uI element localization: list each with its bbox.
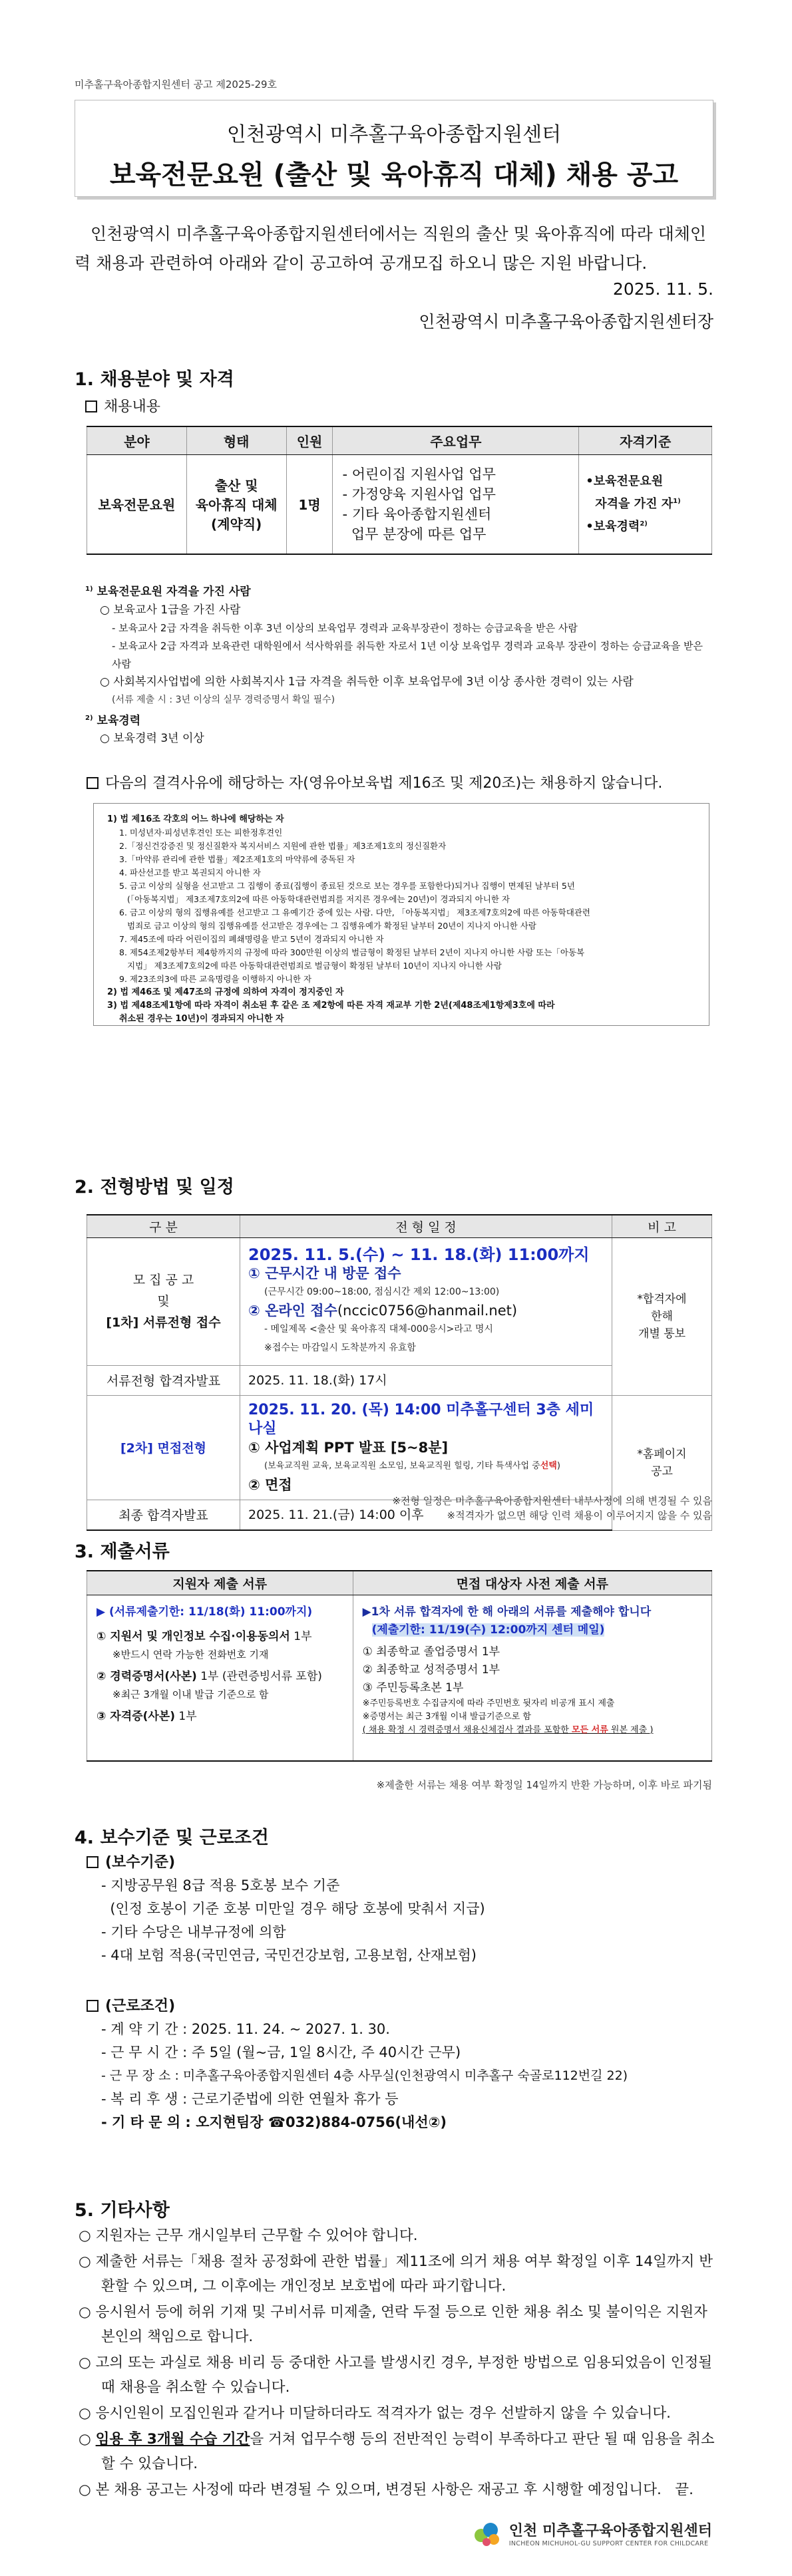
- center-logo: [472, 2518, 712, 2549]
- th-remark: 비 고: [612, 1215, 712, 1237]
- recruitment-table: [87, 426, 712, 555]
- cell-duties: [333, 454, 579, 554]
- remark-line: *홈페이지: [637, 1447, 687, 1461]
- select-word: 선택: [540, 1460, 557, 1471]
- th-type: 형태: [186, 426, 286, 454]
- duty-item: - 기타 육아종합지원센터: [342, 506, 492, 522]
- interview-docs: [353, 1595, 711, 1761]
- qualification-notes: [85, 580, 711, 748]
- disq-item: 6. 금고 이상의 형의 집행유예를 선고받고 그 유예기간 중에 있는 사람. 다만, 「아동복지법」 제3조제7호의2에 따른 아동학대관련: [119, 907, 590, 917]
- doc-name: ① 지원서 및 개인정보 수집·이용동의서: [97, 1629, 290, 1643]
- contact-info: - 기 타 문 의 : 오지현팀장 ☎032)884-0756(내선②): [101, 2114, 447, 2130]
- th-interview-docs: 면접 대상자 사전 제출 서류: [353, 1571, 711, 1595]
- probation-period: 임용 후 3개월 수습 기간: [95, 2431, 250, 2448]
- probation-item: [79, 2427, 717, 2476]
- schedule-table: [87, 1214, 712, 1531]
- checkbox-square-icon: [85, 401, 97, 412]
- disq-item: 9. 제23조의3에 따른 교육명령을 이행하지 아니한 자: [119, 974, 312, 984]
- work-hours-note: (근무시간 09:00~18:00, 점심시간 제외 12:00~13:00): [264, 1287, 500, 1297]
- ppt-topics: [248, 1457, 604, 1476]
- sub-label: 채용내용: [104, 399, 161, 415]
- criteria-1: •보육전문요원: [586, 474, 664, 488]
- criteria-1-sup: 1): [673, 497, 681, 505]
- type-line-3: (계약직): [211, 516, 262, 533]
- pay-title-text: (보수기준): [105, 1854, 176, 1871]
- criteria-1b: [586, 492, 711, 514]
- submit-deadline: ▶ (서류제출기한: 11/18(화) 11:00까지): [97, 1605, 313, 1619]
- section-1-title: 1. 채용분야 및 자격: [75, 369, 234, 390]
- disq-heading-3: 3) 법 제48조제1항에 따라 자격이 취소된 후 같은 조 제2항에 따른 자격 재교부 기한 2년(제48조제1항제3호에 따라: [107, 1001, 555, 1011]
- doc-item-3: [97, 1708, 343, 1726]
- title-box: [75, 100, 713, 197]
- disq-item: 지법」 제3조제7호의2에 따른 아동학대관련범죄로 벌금형이 확정된 날부터 10년이 지나지 아니한 사람: [127, 961, 502, 971]
- disq-item: 범죄로 금고 이상의 형의 집행유예를 선고받은 경우에는 그 집행유예가 확정된 날부터 20년이 지나지 아니한 사람: [127, 921, 536, 931]
- row-doc-result-date: 2025. 11. 18.(화) 17시: [240, 1365, 612, 1395]
- misc-item: ○ 응시원서 등에 허위 기재 및 구비서류 미제출, 연락 두절 등으로 인한 채용 취소 및 불이익은 지원자 본인의 책임으로 합니다.: [79, 2304, 707, 2345]
- note-1-title-text: 보육전문요원 자격을 가진 사람: [97, 585, 251, 599]
- th-criteria: 자격기준: [579, 426, 712, 454]
- misc-list: [79, 2223, 717, 2503]
- note-small: (서류 제출 시 : 3년 이상의 실무 경력증명서 확일 필수): [112, 694, 335, 705]
- doc-note: ※반드시 연락 가능한 전화번호 기재: [112, 1648, 269, 1661]
- th-schedule: 전 형 일 정: [240, 1215, 612, 1237]
- duty-item: - 어린이집 지원사업 업무: [342, 466, 496, 482]
- work-item: - 근 무 장 소 : 미추홀구육아종합지원센터 4층 사무실(인천광역시 미추홀구 숙골로112번길 22): [101, 2068, 628, 2083]
- cell-count: 1명: [286, 454, 333, 554]
- logo-korean: 인천 미추홀구육아종합지원센터: [508, 2523, 712, 2539]
- note-item: - 보육교사 2급 자격과 보육관련 대학원에서 석사학위를 취득한 자로서 1년 이상 보육업무 경력과 교육부 장관이 정하는 승급교육을 받은 사람: [112, 639, 703, 670]
- pay-title: [87, 1851, 725, 1874]
- misc-item: ○ 제출한 서류는「채용 절차 공정화에 관한 법률」제11조에 의거 채용 여부 확정일 이후 14일까지 반환할 수 있으며, 그 이후에는 개인정보 보호법에 따라 파기합니다.: [79, 2253, 713, 2295]
- notice-date: 2025. 11. 5.: [612, 279, 713, 299]
- interview-docs-head: ▶1차 서류 합격자에 한 해 아래의 서류를 제출해야 합니다: [362, 1605, 652, 1619]
- center-logo-icon: [472, 2518, 502, 2549]
- disq-item: (「아동복지법」 제3조제7호의2에 따른 아동학대관련범죄를 저지른 경우에는 20년)이 경과되지 아니한 자: [127, 894, 510, 904]
- doc-count: 1부: [290, 1629, 312, 1643]
- intro-paragraph: 인천광역시 미추홀구육아종합지원센터에서는 직원의 출산 및 육아휴직에 따라 대체인력 채용과 관련하여 아래와 같이 공고하여 공개모집 하오니 많은 지원 바랍니다.: [75, 224, 707, 273]
- all-docs-word: 모든 서류: [572, 1724, 608, 1735]
- work-item: - 근 무 시 간 : 주 5일 (월~금, 1일 8시간, 주 40시간 근무): [101, 2044, 461, 2060]
- section-5-title: 5. 기타사항: [75, 2200, 170, 2221]
- visit-method: ① 근무시간 내 방문 접수: [248, 1265, 401, 1281]
- label-line: 및: [157, 1294, 170, 1309]
- signer: 인천광역시 미추홀구육아종합지원센터장: [419, 312, 713, 331]
- criteria-2-sup: 2): [640, 520, 648, 528]
- disqualification-box: [93, 803, 709, 1026]
- interview-doc: ③ 주민등록초본 1부: [362, 1681, 464, 1694]
- interview-item: ② 면접: [248, 1476, 292, 1493]
- disq-item: 1. 미성년자·피성년후견인 또는 피한정후견인: [119, 828, 283, 838]
- checkbox-square-icon: [87, 777, 99, 789]
- work-item: - 계 약 기 간 : 2025. 11. 24. ~ 2027. 1. 30.: [101, 2021, 390, 2037]
- interview-doc: ② 최종학교 성적증명서 1부: [362, 1663, 500, 1677]
- work-item: - 복 리 후 생 : 근로기준법에 의한 연월차 휴가 등: [101, 2091, 399, 2107]
- ppt-topics-text: (보육교직원 교육, 보육교직원 소모임, 보육교직원 힐링, 기타 특색사업 중: [264, 1460, 540, 1471]
- criteria-1b-text: 자격을 가진 자: [595, 496, 674, 511]
- interview-date: 2025. 11. 20. (목) 14:00 미추홀구센터 3층 세미나실: [248, 1401, 594, 1437]
- th-field: 분야: [87, 426, 187, 454]
- interview-note: ※주민등록번호 수집금지에 따라 주민번호 뒷자리 비공개 표시 제출: [362, 1698, 615, 1708]
- row-final-date: 2025. 11. 21.(금) 14:00 이후: [240, 1500, 612, 1530]
- disq-item: 2.「정신건강증진 및 정신질환자 복지서비스 지원에 관한 법률」제3조제1호의 정신질환자: [119, 841, 447, 851]
- email-address: (ncciс0756@hanmail.net): [337, 1303, 518, 1319]
- work-title-text: (근로조건): [105, 1998, 176, 2014]
- cell-type: [186, 454, 286, 554]
- doc-name: ③ 자격증(사본): [97, 1709, 175, 1723]
- misc-item: ○ 응시인원이 모집인원과 같거나 미달하더라도 적격자가 없는 경우 선발하지 않을 수 있습니다.: [79, 2405, 671, 2422]
- pay-item: (인정 호봉이 기준 호봉 미만일 경우 해당 호봉에 맞춰서 지급): [101, 1901, 485, 1917]
- deadline-note: ※접수는 마감일시 도착분까지 유효함: [264, 1343, 416, 1353]
- note-item: ○ 보육경력 3년 이상: [100, 732, 204, 746]
- note-text-end: 원본 제출 ): [608, 1724, 654, 1735]
- duty-item: 업무 분장에 따른 업무: [342, 526, 487, 542]
- interview-deadline: (제출기한: 11/19(수) 12:00까지 센터 메일): [371, 1623, 605, 1637]
- remark-line: 공고: [651, 1464, 673, 1478]
- disq-heading-2: 2) 법 제46조 및 제47조의 규정에 의하여 자격이 정지중인 자: [107, 987, 344, 997]
- criteria-2: [586, 514, 711, 537]
- label-line: [1차] 서류전형 접수: [106, 1315, 221, 1330]
- note-2-title-text: 보육경력: [97, 714, 141, 728]
- doc-note: ※최근 3개월 이내 발급 기준으로 함: [112, 1688, 269, 1700]
- th-count: 인원: [286, 426, 333, 454]
- th-applicant-docs: 지원자 제출 서류: [87, 1571, 353, 1595]
- doc-name: ② 경력증명서(사본): [97, 1669, 197, 1683]
- interview-note-original: [363, 1724, 702, 1737]
- document-number: 미추홀구육아종합지원센터 공고 제2025-29호: [75, 79, 278, 90]
- note-2-title: $^{2)}$ 보육경력: [85, 714, 141, 728]
- disq-item: 4. 파산선고를 받고 복권되지 아니한 자: [119, 868, 261, 878]
- checkbox-square-icon: [87, 2000, 99, 2012]
- disq-heading-3b: 취소된 경우는 10년)이 경과되지 아니한 자: [119, 1014, 284, 1024]
- ppt-topics-end: ): [556, 1460, 560, 1471]
- note-1-title: $^{1)}$ 보육전문요원 자격을 가진 사람: [85, 585, 251, 599]
- criteria-2-text: •보육경력: [586, 519, 640, 534]
- remark-1: [612, 1237, 712, 1395]
- org-name: 인천광역시 미추홀구육아종합지원센터: [226, 123, 562, 146]
- row-doc-result-label: 서류전형 합격자발표: [87, 1365, 240, 1395]
- th-category: 구 분: [87, 1215, 240, 1237]
- section-2-title: 2. 전형방법 및 일정: [75, 1177, 234, 1198]
- row-application-label: [87, 1237, 240, 1365]
- section-3-title: 3. 제출서류: [75, 1541, 170, 1562]
- misc-item-last: ○ 본 채용 공고는 사정에 따라 변경될 수 있으며, 변경된 사항은 재공고 후 시행할 예정입니다. 끝.: [79, 2482, 693, 2498]
- disq-line-text: 다음의 결격사유에 해당하는 자(영유아보육법 제16조 및 제20조)는 채용하지 않습니다.: [105, 775, 663, 792]
- interview-deadline-wrap: [363, 1621, 702, 1639]
- checkbox-square-icon: [87, 1856, 99, 1868]
- pay-item: - 기타 수당은 내부규정에 의함: [101, 1924, 286, 1940]
- section-4-title: 4. 보수기준 및 근로조건: [75, 1828, 269, 1848]
- note-text: ( 채용 확정 시 경력증명서 채용신체검사 결과를 포함한: [362, 1724, 572, 1735]
- doc-count: 1부 (관련증빙서류 포함): [196, 1669, 322, 1683]
- misc-item: ○ 고의 또는 과실로 채용 비리 등 중대한 사고를 발생시킨 경우, 부정한 방법으로 임용되었음이 인정될 때 채용을 취소할 수 있습니다.: [79, 2354, 713, 2396]
- applicant-docs: [87, 1595, 353, 1761]
- notice-title: 보육전문요원 (출산 및 육아휴직 대체) 채용 공고: [109, 160, 679, 190]
- online-method: [248, 1301, 604, 1320]
- misc-item: ○ 지원자는 근무 개시일부터 근무할 수 있어야 합니다.: [79, 2227, 418, 2244]
- work-title: [87, 1995, 725, 2018]
- documents-table: [87, 1570, 712, 1762]
- row-interview-label: [2차] 면접전형: [87, 1395, 240, 1500]
- documents-footnote: ※제출한 서류는 채용 여부 확정일 14일까지 반환 가능하며, 이후 바로 파기됨: [376, 1779, 712, 1791]
- doc-count: 1부: [174, 1709, 197, 1723]
- interview-note: ※증명서는 최근 3개월 이내 발급기준으로 함: [362, 1711, 531, 1722]
- doc-item-2: [97, 1668, 343, 1686]
- row-interview-schedule: [240, 1395, 612, 1500]
- disqualification-line: [87, 772, 662, 792]
- duty-item: - 가정양육 지원사업 업무: [342, 486, 496, 502]
- disq-item: 7. 제45조에 따라 어린이집의 폐쇄명령을 받고 5년이 경과되지 아니한 자: [119, 934, 384, 944]
- mail-subject-note: - 메일제목 <출산 및 육아휴직 대체-000응시>라고 명시: [264, 1324, 493, 1335]
- disq-item: 8. 제54조제2항부터 제4항까지의 규정에 따라 300만원 이상의 벌금형이 확정된 날부터 2년이 지나지 아니한 사람 또는「아동복: [119, 947, 585, 957]
- interview-doc: ① 최종학교 졸업증명서 1부: [362, 1645, 500, 1659]
- pay-item: - 4대 보험 적용(국민연금, 국민건강보험, 고용보험, 산재보험): [101, 1947, 477, 1963]
- doc-item-1: [97, 1628, 343, 1646]
- th-duties: 주요업무: [333, 426, 579, 454]
- online-label: ② 온라인 접수: [248, 1303, 337, 1319]
- cell-field: 보육전문요원: [87, 454, 187, 554]
- logo-english: INCHEON MICHUHOL-GU SUPPORT CENTER FOR CHILDCARE: [508, 2540, 709, 2547]
- ppt-presentation: ① 사업계획 PPT 발표 [5~8분]: [248, 1439, 449, 1456]
- logo-text: [509, 2519, 712, 2547]
- bullet: ○: [79, 2431, 96, 2448]
- type-line-2: 육아휴직 대체: [195, 497, 278, 514]
- row-final-label: 최종 합격자발표: [87, 1500, 240, 1530]
- remark-line: 개별 통보: [638, 1327, 686, 1341]
- remark-line: 한해: [651, 1309, 673, 1323]
- note-item: - 보육교사 2급 자격을 취득한 이후 3년 이상의 보육업무 경력과 교육부장관이 정하는 승급교육을 받은 사람: [112, 621, 578, 634]
- note-item: ○ 보육교사 1급을 가진 사람: [100, 603, 241, 617]
- schedule-footnotes: [392, 1494, 712, 1523]
- disq-item: 3.「마약류 관리에 관한 법률」제2조제1호의 마약류에 중독된 자: [119, 854, 355, 864]
- application-period: 2025. 11. 5.(수) ~ 11. 18.(화) 11:00까지: [248, 1245, 590, 1264]
- row-application-schedule: [240, 1237, 612, 1365]
- disq-item: 5. 금고 이상의 실형을 선고받고 그 집행이 종료(집행이 종료된 것으로 보는 경우를 포함한다)되거나 집행이 면제된 날부터 5년: [119, 881, 575, 891]
- disq-heading: 1) 법 제16조 각호의 어느 하나에 해당하는 자: [107, 814, 284, 824]
- remark-line: *합격자에: [637, 1292, 687, 1306]
- type-line-1: 출산 및: [214, 478, 258, 494]
- footnote: ※적격자가 없으면 해당 인력 채용이 이루어지지 않을 수 있음: [447, 1510, 712, 1522]
- cell-criteria: [579, 454, 712, 554]
- note-item: ○ 사회복지사업법에 의한 사회복지사 1급 자격을 취득한 이후 보육업무에 3년 이상 종사한 경력이 있는 사람: [100, 675, 634, 689]
- footnote: ※전형 일정은 미추홀구육아종합지원센터 내부사정에 의해 변경될 수 있음: [392, 1495, 712, 1507]
- disq-items: [107, 826, 695, 986]
- probation-text: 을 거쳐 업무수행 등의 전반적인 능력이 부족하다고 판단 될 때 임용을 취소할 수 있습니다.: [101, 2431, 715, 2472]
- section-1-sub: [85, 395, 160, 416]
- pay-section: [87, 1851, 725, 1967]
- label-line: 모 집 공 고: [132, 1273, 194, 1287]
- pay-item: - 지방공무원 8급 적용 5호봉 보수 기준: [101, 1877, 340, 1893]
- work-section: [87, 1995, 725, 2134]
